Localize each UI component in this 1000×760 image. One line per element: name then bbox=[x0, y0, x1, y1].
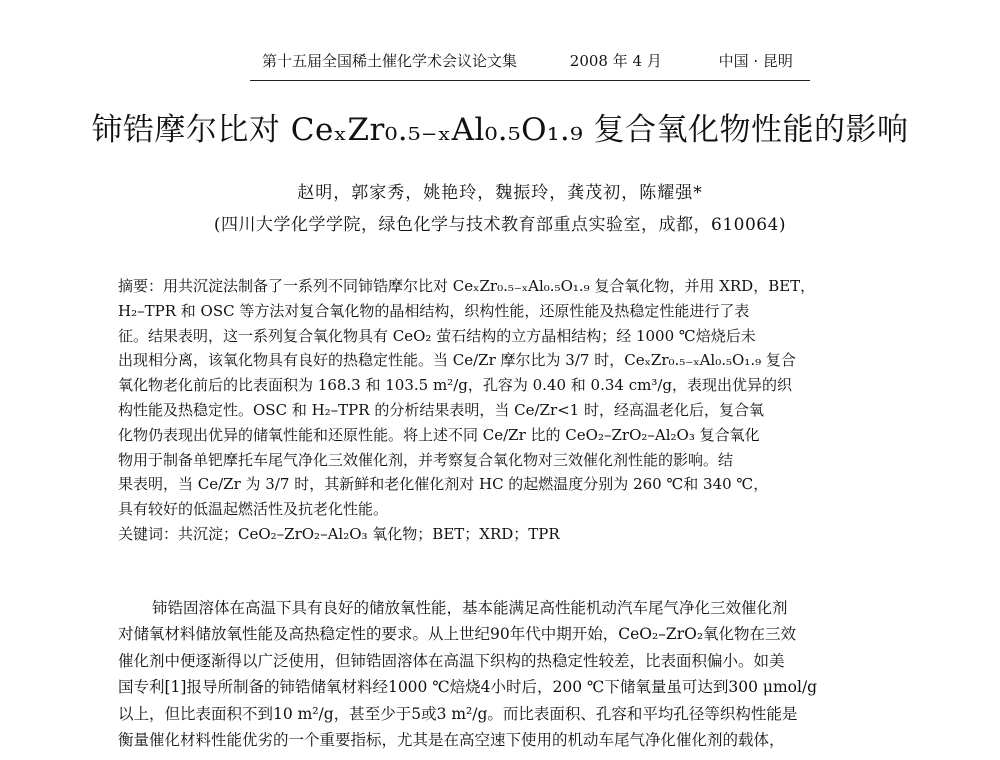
keywords: 关键词：共沉淀；CeO₂–ZrO₂–Al₂O₃ 氧化物；BET；XRD；TPR bbox=[118, 524, 560, 543]
abstract-line: 物用于制备单钯摩托车尾气净化三效催化剂，并考察复合氧化物对三效催化剂性能的影响。结 bbox=[118, 450, 734, 469]
body-line: 对储氧材料储放氧性能及高热稳定性的要求。从上世纪90年代中期开始，CeO₂–ZrO₂氧化物在三效 bbox=[118, 625, 797, 644]
authors: 赵明，郭家秀，姚艳玲，魏振玲，龚茂初，陈耀强* bbox=[297, 183, 703, 203]
abstract bbox=[118, 274, 898, 547]
running-header bbox=[262, 50, 793, 71]
abstract-line: H₂–TPR 和 OSC 等方法对复合氧化物的晶相结构，织构性能，还原性能及热稳定性能进行了表 bbox=[118, 301, 750, 320]
body-line: 以上，但比表面积不到10 m²/g，甚至少于5或3 m²/g。而比表面积、孔容和平均孔径等织构性能是 bbox=[118, 704, 798, 723]
abstract-line: 出现相分离，该氧化物具有良好的热稳定性能。当 Ce/Zr 摩尔比为 3/7 时，CeₓZr₀.₅₋ₓAl₀.₅O₁.₉ 复合 bbox=[118, 351, 796, 370]
body-line: 衡量催化材料性能优劣的一个重要指标，尤其是在高空速下使用的机动车尾气净化催化剂的载体， bbox=[118, 730, 785, 749]
abstract-line: 具有较好的低温起燃活性及抗老化性能。 bbox=[118, 500, 389, 519]
body-line: 国专利[1]报导所制备的铈锆储氧材料经1000 ℃焙烧4小时后，200 ℃下储氧量虽可达到300 μmol/g bbox=[118, 678, 818, 697]
abstract-line: 氧化物老化前后的比表面积为 168.3 和 103.5 m²/g，孔容为 0.40 和 0.34 cm³/g，表现出优异的织 bbox=[118, 376, 793, 395]
abstract-line: 征。结果表明，这一系列复合氧化物具有 CeO₂ 萤石结构的立方晶相结构；经 1000 ℃焙烧后未 bbox=[118, 326, 756, 345]
body-paragraph bbox=[118, 595, 898, 753]
body-line: 铈锆固溶体在高温下具有良好的储放氧性能，基本能满足高性能机动汽车尾气净化三效催化剂 bbox=[152, 599, 788, 617]
abstract-line: 摘要：用共沉淀法制备了一系列不同铈锆摩尔比对 CeₓZr₀.₅₋ₓAl₀.₅O₁.₉ 复合氧化物，并用 XRD，BET， bbox=[118, 277, 816, 295]
paper-title: 铈锆摩尔比对 CeₓZr₀.₅₋ₓAl₀.₅O₁.₉ 复合氧化物性能的影响 bbox=[91, 112, 909, 148]
abstract-line: 果表明，当 Ce/Zr 为 3/7 时，其新鲜和老化催化剂对 HC 的起燃温度分别为 260 ℃和 340 ℃， bbox=[118, 475, 769, 494]
abstract-line: 构性能及热稳定性。OSC 和 H₂–TPR 的分析结果表明，当 Ce/Zr<1 时，经高温老化后，复合氧 bbox=[118, 400, 764, 419]
header-rule bbox=[250, 80, 810, 81]
affiliation: (四川大学化学学院，绿色化学与技术教育部重点实验室，成都，610064) bbox=[213, 215, 787, 235]
body-line: 催化剂中便逐渐得以广泛使用，但铈锆固溶体在高温下织构的热稳定性较差，比表面积偏小。如美 bbox=[118, 651, 785, 670]
header-date: 2008 年 4 月 bbox=[569, 52, 662, 70]
header-location: 中国 · 昆明 bbox=[718, 52, 793, 70]
abstract-line: 化物仍表现出优异的储氧性能和还原性能。将上述不同 Ce/Zr 比的 CeO₂–ZrO₂–Al₂O₃ 复合氧化 bbox=[118, 425, 760, 444]
header-conference: 第十五届全国稀土催化学术会议论文集 bbox=[262, 52, 518, 70]
